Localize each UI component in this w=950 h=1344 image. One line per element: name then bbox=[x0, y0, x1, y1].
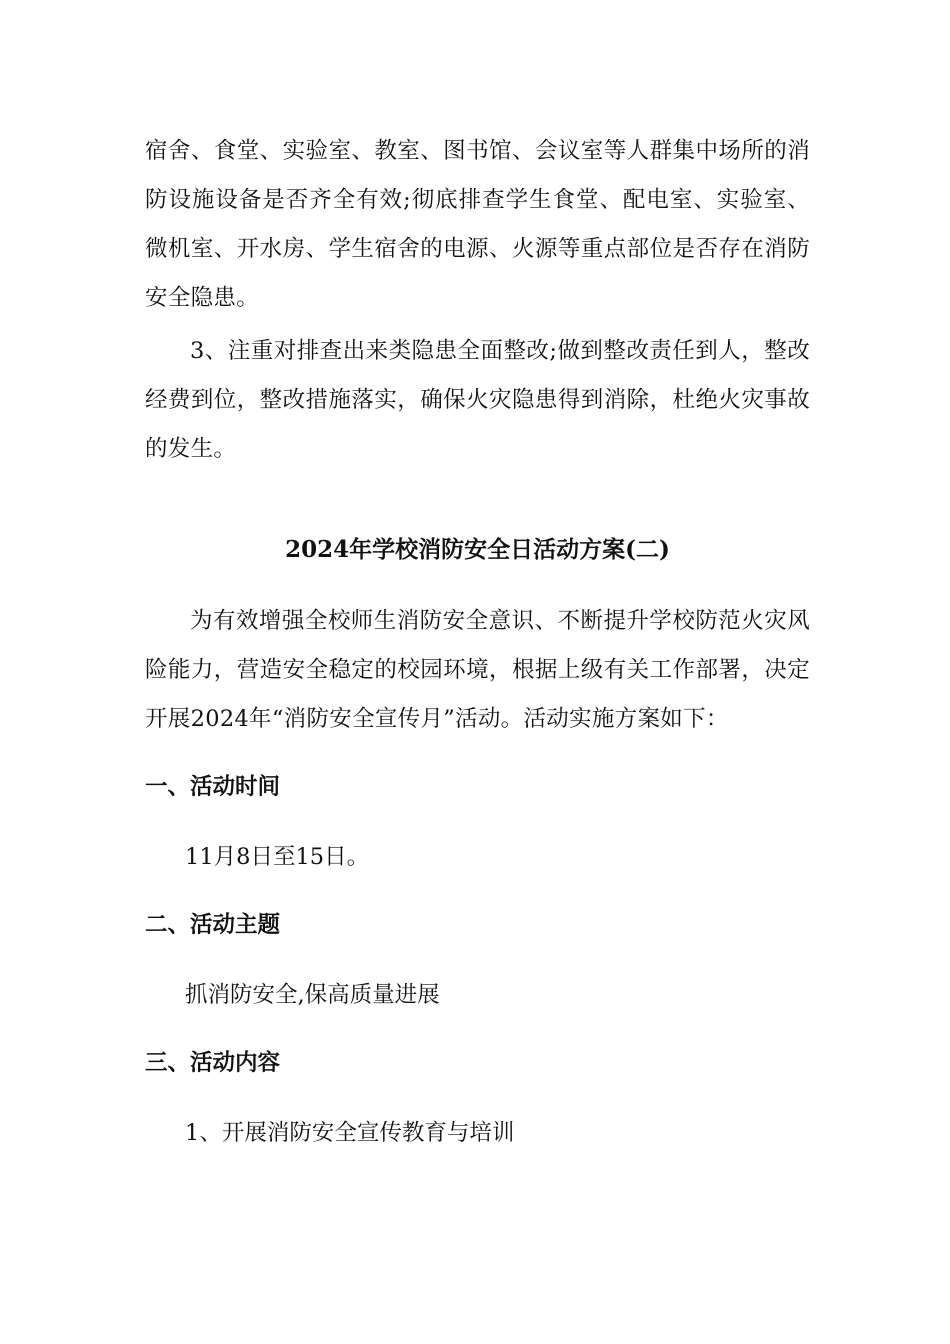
section-text-time: 11月8日至15日。 bbox=[185, 844, 370, 870]
paragraph-continued: 宿舍、食堂、实验室、教室、图书馆、会议室等人群集中场所的消防设施设备是否齐全有效;彻底排查学生食堂、配电室、实验室、微机室、开水房、学生宿舍的电源、火源等重点部位是否存在消防安全隐患。 bbox=[145, 138, 810, 311]
document-title: 2024年学校消防安全日活动方案(二) bbox=[285, 536, 670, 563]
section-text-theme: 抓消防安全,保高质量进展 bbox=[185, 982, 440, 1008]
section-heading-time: 一、活动时间 bbox=[145, 774, 281, 800]
intro-paragraph: 为有效增强全校师生消防安全意识、不断提升学校防范火灾风险能力，营造安全稳定的校园环境，根据上级有关工作部署，决定开展2024年“消防安全宣传月”活动。活动实施方案如下： bbox=[145, 608, 810, 732]
section-heading-theme: 二、活动主题 bbox=[145, 912, 281, 938]
section-heading-content: 三、活动内容 bbox=[145, 1050, 281, 1076]
section-content-item-1: 1、开展消防安全宣传教育与培训 bbox=[185, 1120, 515, 1146]
paragraph-item-3: 3、注重对排查出来类隐患全面整改;做到整改责任到人，整改经费到位，整改措施落实，确保火灾隐患得到消除，杜绝火灾事故的发生。 bbox=[145, 338, 810, 462]
